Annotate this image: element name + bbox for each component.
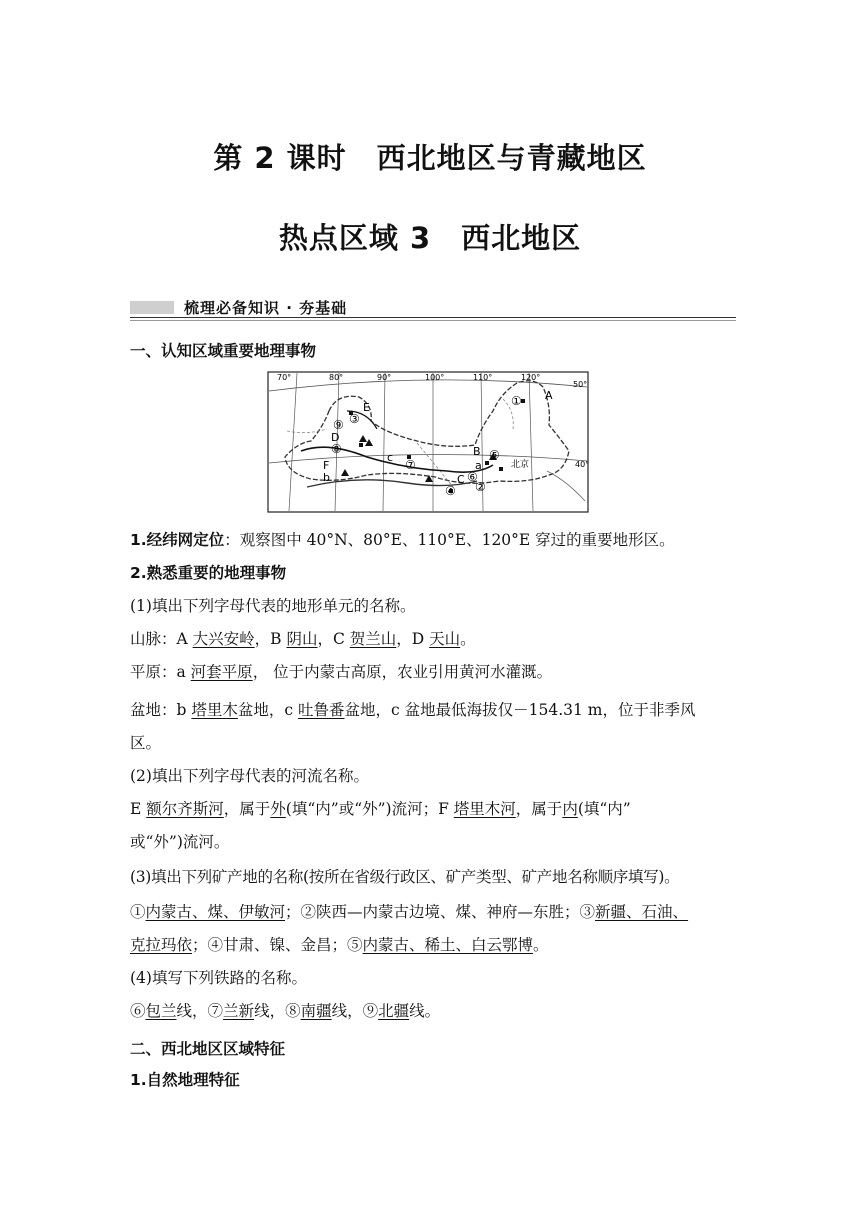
lat-label: 50° <box>573 380 588 389</box>
q2-heading: 2.熟悉重要的地理事物 <box>130 564 287 582</box>
lon-label: 120° <box>521 373 541 382</box>
q1-line <box>130 529 736 551</box>
answer: 克拉玛依 <box>130 936 193 954</box>
circle-8: ⑧ <box>331 442 342 456</box>
label-D: D <box>331 431 340 444</box>
lon-label: 90° <box>377 373 392 382</box>
answer: 内蒙古、稀土、白云鄂博 <box>362 936 534 954</box>
label-F: F <box>323 459 330 472</box>
answer: 吐鲁番 <box>297 701 345 719</box>
basins-line: 盆地：b 塔里木盆地，c 吐鲁番盆地，c 盆地最低海拔仅－154.31 m，位于非季风 <box>130 701 696 719</box>
circle-5: ⑤ <box>489 448 500 462</box>
answer: 贺兰山 <box>349 630 397 648</box>
part2-prompt: (2)填出下列字母代表的河流名称。 <box>130 767 369 785</box>
label-b: b <box>323 471 330 484</box>
label-c: c <box>387 451 394 464</box>
circle-9: ⑨ <box>333 418 344 432</box>
lon-label: 100° <box>425 373 445 382</box>
rivers-line-2: 或“外”)流河。 <box>130 833 230 851</box>
section-banner <box>130 297 736 319</box>
label-E: E <box>363 401 370 414</box>
answer: 河套平原 <box>190 663 253 681</box>
circle-7: ⑦ <box>405 458 416 472</box>
circle-1: ① <box>511 394 522 408</box>
part1-prompt: (1)填出下列字母代表的地形单元的名称。 <box>130 597 416 615</box>
plains-line: 平原：a 河套平原， 位于内蒙古高原，农业引用黄河水灌溉。 <box>130 663 553 681</box>
map-frame <box>268 372 588 512</box>
circle-4: ④ <box>445 484 456 498</box>
q1-text: ：观察图中 40°N、80°E、110°E、120°E 穿过的重要地形区。 <box>224 531 675 549</box>
mine-marker <box>499 467 503 471</box>
label-C: C <box>457 473 465 486</box>
circle-2: ② <box>475 480 486 494</box>
city-label: 北京 <box>511 460 530 470</box>
answer: 内蒙古、煤、伊敏河 <box>145 903 286 921</box>
basins-line-2: 区。 <box>130 734 162 752</box>
minerals-line-2: 克拉玛依；④甘肃、镍、金昌；⑤内蒙古、稀土、白云鄂博。 <box>130 936 549 954</box>
answer: 外 <box>270 800 286 818</box>
answer: 塔里木 <box>191 701 238 719</box>
answer: 新疆、石油、 <box>595 903 689 921</box>
mine-marker <box>359 443 363 447</box>
mountains-line: 山脉：A 大兴安岭，B 阴山，C 贺兰山，D 天山。 <box>130 630 476 648</box>
answer: 兰新 <box>223 1002 255 1020</box>
part3-prompt: (3)填出下列矿产地的名称(按所在省级行政区、矿产类型、矿产地名称顺序填写)。 <box>130 868 680 886</box>
circle-3: ③ <box>349 412 360 426</box>
heading-section-1: 一、认知区域重要地理事物 <box>130 342 317 360</box>
rivers-line: E 额尔齐斯河，属于外(填“内”或“外”)流河；F 塔里木河，属于内(填“内” <box>130 800 631 818</box>
northwest-china-map <box>267 371 589 513</box>
part4-prompt: (4)填写下列铁路的名称。 <box>130 969 307 987</box>
answer: 包兰 <box>145 1002 177 1020</box>
label-B: B <box>473 445 481 458</box>
label-a: a <box>475 459 482 472</box>
answer: 南疆 <box>300 1002 332 1020</box>
answer: 阴山 <box>286 630 318 648</box>
label-A: A <box>545 389 553 402</box>
answer: 北疆 <box>378 1002 410 1020</box>
answer: 天山 <box>429 630 461 648</box>
answer: 额尔齐斯河 <box>146 800 224 818</box>
banner-decoration <box>130 301 174 314</box>
divider <box>130 317 736 318</box>
circle-6: ⑥ <box>467 470 478 484</box>
lon-label: 80° <box>329 373 344 382</box>
heading-section-2: 二、西北地区区域特征 <box>130 1040 286 1058</box>
answer: 塔里木河 <box>453 800 516 818</box>
lon-label: 70° <box>277 373 292 382</box>
minerals-line: ①内蒙古、煤、伊敏河；②陕西—内蒙古边境、煤、神府—东胜；③新疆、石油、 <box>130 903 689 921</box>
page-title: 第 2 课时 西北地区与青藏地区 <box>213 141 647 175</box>
divider <box>130 320 736 321</box>
q1-number: 1.经纬网定位 <box>130 531 225 549</box>
answer: 大兴安岭 <box>192 630 255 648</box>
banner-label: 梳理必备知识 · 夯基础 <box>184 299 348 317</box>
answer: 内 <box>562 800 578 818</box>
subheading-natural: 1.自然地理特征 <box>130 1071 240 1089</box>
section-title: 热点区域 3 西北地区 <box>278 221 582 255</box>
lon-label: 110° <box>473 373 493 382</box>
lat-label: 40° <box>575 460 589 469</box>
railways-line: ⑥包兰线，⑦兰新线，⑧南疆线，⑨北疆线。 <box>130 1002 441 1020</box>
